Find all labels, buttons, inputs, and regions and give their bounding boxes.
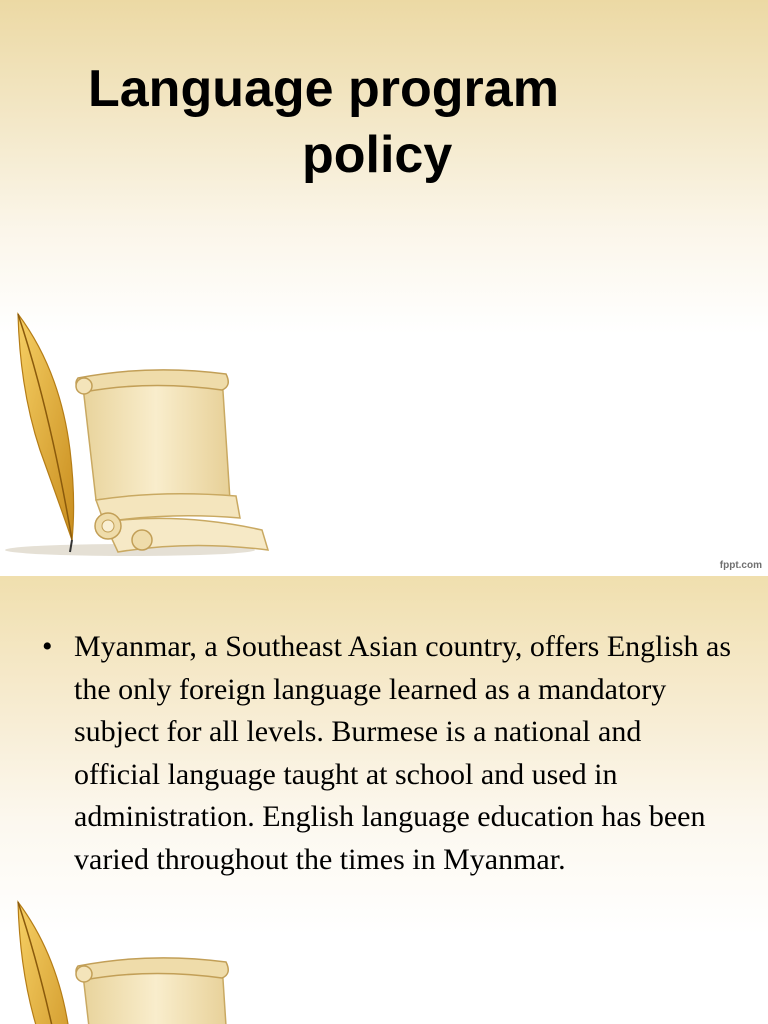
slide-title (0, 56, 768, 188)
slide-title-line-2: policy (302, 126, 453, 184)
bullet-item (42, 626, 732, 881)
watermark: fppt.com (719, 560, 762, 571)
quill-and-scroll-icon (0, 300, 290, 570)
quill-and-scroll-icon (0, 888, 290, 1024)
bullet-symbol: • (42, 630, 53, 663)
bullet-text: Myanmar, a Southeast Asian country, offers English as the only foreign language learned as a mandatory subject for all levels. Burmese is a national and official language taught at school and used in administration. English language education has been varied throughout the times in Myanmar. (74, 630, 732, 876)
slide-title-line-1: Language program (88, 60, 559, 118)
